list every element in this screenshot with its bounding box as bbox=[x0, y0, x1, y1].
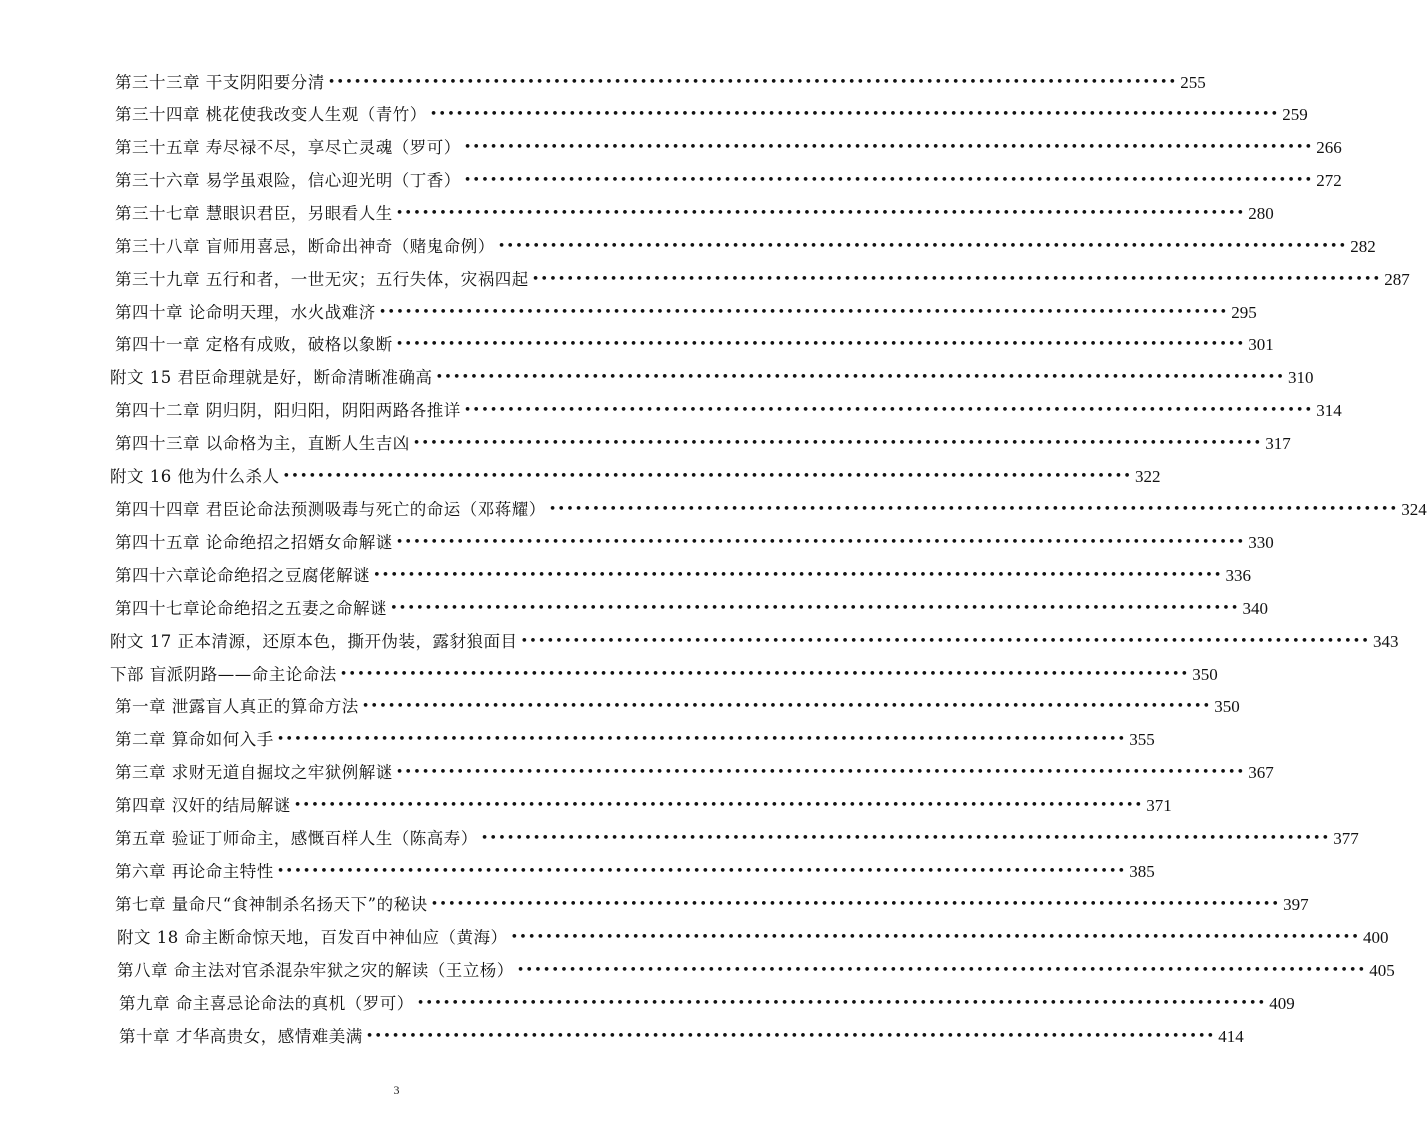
toc-entry bbox=[115, 265, 1410, 295]
toc-entry bbox=[115, 429, 1291, 459]
toc-entry-page: 310 bbox=[1287, 368, 1314, 387]
toc-entry bbox=[115, 890, 1309, 920]
toc-leader-dots: •••••••••••••••••••••••••••••••••••••••••••••••••••••••••••••••••••••••••••••••••••••••••••••••••• bbox=[548, 502, 1399, 517]
toc-entry bbox=[110, 363, 1314, 393]
toc-entry-page: 355 bbox=[1129, 730, 1155, 749]
toc-entry-title: 第六章 再论命主特性 bbox=[115, 862, 274, 881]
toc-entry-title: 第三十六章 易学虽艰险，信心迎光明（丁香） bbox=[115, 171, 461, 190]
toc-leader-dots: •••••••••••••••••••••••••••••••••••••••••••••••••••••••••••••••••••••••••••••••••••••••••••••••••• bbox=[480, 831, 1331, 846]
toc-entry-title: 第十章 才华高贵女，感情难美满 bbox=[119, 1027, 363, 1046]
toc-leader-dots: •••••••••••••••••••••••••••••••••••••••••••••••••••••••••••••••••••••••••••••••••••••••••••••••••• bbox=[378, 305, 1229, 320]
toc-entry-page: 350 bbox=[1214, 697, 1240, 716]
toc-entry-title: 第四十四章 君臣论命法预测吸毒与死亡的命运（邓蒋耀） bbox=[115, 500, 546, 519]
toc-leader-dots: •••••••••••••••••••••••••••••••••••••••••••••••••••••••••••••••••••••••••••••••••••••••••••••••••• bbox=[276, 864, 1127, 879]
toc-entry-page: 371 bbox=[1146, 796, 1172, 815]
toc-entry bbox=[115, 166, 1342, 196]
toc-leader-dots: •••••••••••••••••••••••••••••••••••••••••••••••••••••••••••••••••••••••••••••••••••••••••••••••••• bbox=[516, 963, 1367, 978]
toc-leader-dots: •••••••••••••••••••••••••••••••••••••••••••••••••••••••••••••••••••••••••••••••••••••••••••••••••• bbox=[463, 403, 1314, 418]
toc-entry-page: 266 bbox=[1316, 138, 1342, 157]
toc-entry bbox=[115, 68, 1206, 98]
toc-entry bbox=[115, 824, 1359, 854]
toc-entry-page: 350 bbox=[1192, 665, 1218, 684]
toc-entry-page: 322 bbox=[1134, 467, 1161, 486]
toc-entry-page: 409 bbox=[1269, 994, 1295, 1013]
toc-leader-dots: •••••••••••••••••••••••••••••••••••••••••••••••••••••••••••••••••••••••••••••••••••••••••••••••••• bbox=[293, 798, 1144, 813]
toc-entry-title: 第九章 命主喜忌论命法的真机（罗可） bbox=[119, 994, 414, 1013]
toc-leader-dots: •••••••••••••••••••••••••••••••••••••••••••••••••••••••••••••••••••••••••••••••••••••••••••••••••• bbox=[373, 568, 1223, 583]
toc-entry bbox=[115, 528, 1274, 558]
toc-entry bbox=[115, 396, 1342, 426]
toc-entry-page: 295 bbox=[1231, 303, 1257, 322]
toc-entry-title: 第三十九章 五行和者，一世无灾；五行失体，灾祸四起 bbox=[115, 270, 529, 289]
toc-entry bbox=[115, 100, 1308, 130]
toc-leader-dots: •••••••••••••••••••••••••••••••••••••••••••••••••••••••••••••••••••••••••••••••••••••••••••••••••• bbox=[339, 667, 1190, 682]
toc-entry-title: 第三十七章 慧眼识君臣，另眼看人生 bbox=[115, 204, 393, 223]
toc-leader-dots: •••••••••••••••••••••••••••••••••••••••••••••••••••••••••••••••••••••••••••••••••••••••••••••••••• bbox=[395, 535, 1246, 550]
toc-leader-dots: •••••••••••••••••••••••••••••••••••••••••••••••••••••••••••••••••••••••••••••••••••••••••••••••••• bbox=[276, 732, 1127, 747]
toc-entry-page: 314 bbox=[1316, 401, 1342, 420]
toc-leader-dots: •••••••••••••••••••••••••••••••••••••••••••••••••••••••••••••••••••••••••••••••••••••••••••••••••• bbox=[430, 897, 1281, 912]
toc-leader-dots: •••••••••••••••••••••••••••••••••••••••••••••••••••••••••••••••••••••••••••••••••••••••••••••••••• bbox=[497, 239, 1348, 254]
toc-entry-page: 259 bbox=[1282, 105, 1308, 124]
toc-entry bbox=[115, 232, 1376, 262]
toc-entry-title: 第四十七章论命绝招之五妻之命解谜 bbox=[115, 599, 387, 618]
toc-leader-dots: •••••••••••••••••••••••••••••••••••••••••••••••••••••••••••••••••••••••••••••••••••••••••••••••••• bbox=[361, 699, 1212, 714]
toc-entry bbox=[110, 627, 1399, 657]
toc-entry-page: 405 bbox=[1369, 961, 1395, 980]
toc-entry bbox=[115, 791, 1172, 821]
toc-leader-dots: •••••••••••••••••••••••••••••••••••••••••••••••••••••••••••••••••••••••••••••••••••••••••••••••••• bbox=[463, 173, 1314, 188]
toc-entry bbox=[115, 199, 1274, 229]
toc-entry-title: 附文 18 命主断命惊天地，百发百中神仙应（黄海） bbox=[117, 928, 508, 947]
toc-leader-dots: •••••••••••••••••••••••••••••••••••••••••••••••••••••••••••••••••••••••••••••••••••••••••••••••••• bbox=[365, 1029, 1216, 1044]
toc-entry bbox=[117, 956, 1395, 986]
toc-entry-title: 第三十三章 干支阴阳要分清 bbox=[115, 73, 325, 92]
toc-entry-title: 第四十六章论命绝招之豆腐佬解谜 bbox=[115, 566, 370, 585]
toc-entry bbox=[115, 298, 1257, 328]
toc-entry-page: 340 bbox=[1242, 599, 1268, 618]
toc-entry bbox=[115, 330, 1274, 360]
toc-leader-dots: •••••••••••••••••••••••••••••••••••••••••••••••••••••••••••••••••••••••••••••••••••••••••••••••••• bbox=[390, 601, 1240, 616]
toc-leader-dots: •••••••••••••••••••••••••••••••••••••••••••••••••••••••••••••••••••••••••••••••••••••••••••••••••• bbox=[327, 75, 1178, 90]
toc-entry-title: 第三章 求财无道自掘坟之牢狱例解谜 bbox=[115, 763, 393, 782]
toc-entry-title: 第三十四章 桃花使我改变人生观（青竹） bbox=[115, 105, 427, 124]
toc-entry-page: 272 bbox=[1316, 171, 1342, 190]
toc-entry-page: 414 bbox=[1218, 1027, 1244, 1046]
toc-entry-page: 317 bbox=[1265, 434, 1291, 453]
toc-entry-title: 第五章 验证丁师命主，感慨百样人生（陈高寿） bbox=[115, 829, 478, 848]
toc-entry-title: 附文 16 他为什么杀人 bbox=[110, 467, 280, 486]
toc-entry-title: 第四十二章 阴归阴，阳归阳，阴阳两路各推详 bbox=[115, 401, 461, 420]
toc-leader-dots: •••••••••••••••••••••••••••••••••••••••••••••••••••••••••••••••••••••••••••••••••••••••••••••••••• bbox=[395, 765, 1246, 780]
toc-entry-page: 324 bbox=[1401, 500, 1427, 519]
toc-leader-dots: •••••••••••••••••••••••••••••••••••••••••••••••••••••••••••••••••••••••••••••••••••••••••••••••••• bbox=[395, 206, 1246, 221]
toc-entry-title: 第四十一章 定格有成败，破格以象断 bbox=[115, 335, 393, 354]
toc-leader-dots: •••••••••••••••••••••••••••••••••••••••••••••••••••••••••••••••••••••••••••••••••••••••••••••••••• bbox=[463, 140, 1314, 155]
toc-entry-page: 280 bbox=[1248, 204, 1274, 223]
page-number: 3 bbox=[393, 1083, 400, 1097]
toc-entry bbox=[119, 989, 1295, 1019]
toc-entry-page: 287 bbox=[1384, 270, 1410, 289]
toc-entry bbox=[115, 561, 1251, 591]
toc-entry-title: 下部 盲派阴路——命主论命法 bbox=[110, 665, 337, 684]
toc-leader-dots: •••••••••••••••••••••••••••••••••••••••••••••••••••••••••••••••••••••••••••••••••••••••••••••••••• bbox=[282, 469, 1132, 484]
toc-entry bbox=[117, 923, 1389, 953]
toc-leader-dots: •••••••••••••••••••••••••••••••••••••••••••••••••••••••••••••••••••••••••••••••••••••••••••••••••• bbox=[520, 634, 1370, 649]
toc-entry-page: 255 bbox=[1180, 73, 1206, 92]
toc-entry-page: 377 bbox=[1333, 829, 1359, 848]
toc-leader-dots: •••••••••••••••••••••••••••••••••••••••••••••••••••••••••••••••••••••••••••••••••••••••••••••••••• bbox=[395, 337, 1246, 352]
toc-entry-title: 附文 15 君臣命理就是好，断命清晰准确高 bbox=[110, 368, 433, 387]
toc-entry-page: 367 bbox=[1248, 763, 1274, 782]
toc-entry bbox=[115, 133, 1342, 163]
toc-entry-page: 330 bbox=[1248, 533, 1274, 552]
toc-entry bbox=[110, 660, 1218, 690]
toc-entry-title: 第一章 泄露盲人真正的算命方法 bbox=[115, 697, 359, 716]
toc-entry-page: 400 bbox=[1362, 928, 1389, 947]
toc-leader-dots: •••••••••••••••••••••••••••••••••••••••••••••••••••••••••••••••••••••••••••••••••••••••••••••••••• bbox=[412, 436, 1263, 451]
toc-entry-page: 397 bbox=[1283, 895, 1309, 914]
toc-entry bbox=[115, 594, 1268, 624]
toc-entry-page: 301 bbox=[1248, 335, 1274, 354]
toc-entry-title: 第四十三章 以命格为主，直断人生吉凶 bbox=[115, 434, 410, 453]
toc-entry-page: 336 bbox=[1225, 566, 1251, 585]
toc-entry-title: 第三十八章 盲师用喜忌，断命出神奇（赌鬼命例） bbox=[115, 237, 495, 256]
toc-entry-title: 第三十五章 寿尽禄不尽，享尽亡灵魂（罗可） bbox=[115, 138, 461, 157]
toc-entry bbox=[115, 758, 1274, 788]
toc-entry-title: 第七章 量命尺“食神制杀名扬天下”的秘诀 bbox=[115, 895, 428, 914]
toc-leader-dots: •••••••••••••••••••••••••••••••••••••••••••••••••••••••••••••••••••••••••••••••••••••••••••••••••• bbox=[510, 930, 1360, 945]
toc-entry bbox=[115, 857, 1155, 887]
toc-entry bbox=[110, 462, 1161, 492]
toc-leader-dots: •••••••••••••••••••••••••••••••••••••••••••••••••••••••••••••••••••••••••••••••••••••••••••••••••• bbox=[435, 370, 1285, 385]
toc-leader-dots: •••••••••••••••••••••••••••••••••••••••••••••••••••••••••••••••••••••••••••••••••••••••••••••••••• bbox=[531, 272, 1382, 287]
toc-entry-page: 343 bbox=[1372, 632, 1399, 651]
toc-entry-title: 第四十五章 论命绝招之招婿女命解谜 bbox=[115, 533, 393, 552]
toc-entry-title: 第八章 命主法对官杀混杂牢狱之灾的解读（王立杨） bbox=[117, 961, 514, 980]
toc-entry-title: 第四章 汉奸的结局解谜 bbox=[115, 796, 291, 815]
toc-entry bbox=[115, 725, 1155, 755]
toc-entry bbox=[115, 692, 1240, 722]
toc-leader-dots: •••••••••••••••••••••••••••••••••••••••••••••••••••••••••••••••••••••••••••••••••••••••••••••••••• bbox=[416, 996, 1267, 1011]
toc-entry-title: 附文 17 正本清源，还原本色，撕开伪装，露豺狼面目 bbox=[110, 632, 518, 651]
toc-entry-title: 第四十章 论命明天理，水火战难济 bbox=[115, 303, 376, 322]
toc-entry-page: 282 bbox=[1350, 237, 1376, 256]
toc-entry bbox=[115, 495, 1427, 525]
toc-leader-dots: •••••••••••••••••••••••••••••••••••••••••••••••••••••••••••••••••••••••••••••••••••••••••••••••••• bbox=[429, 107, 1280, 122]
toc-entry-title: 第二章 算命如何入手 bbox=[115, 730, 274, 749]
toc-entry-page: 385 bbox=[1129, 862, 1155, 881]
toc-entry bbox=[119, 1022, 1244, 1052]
